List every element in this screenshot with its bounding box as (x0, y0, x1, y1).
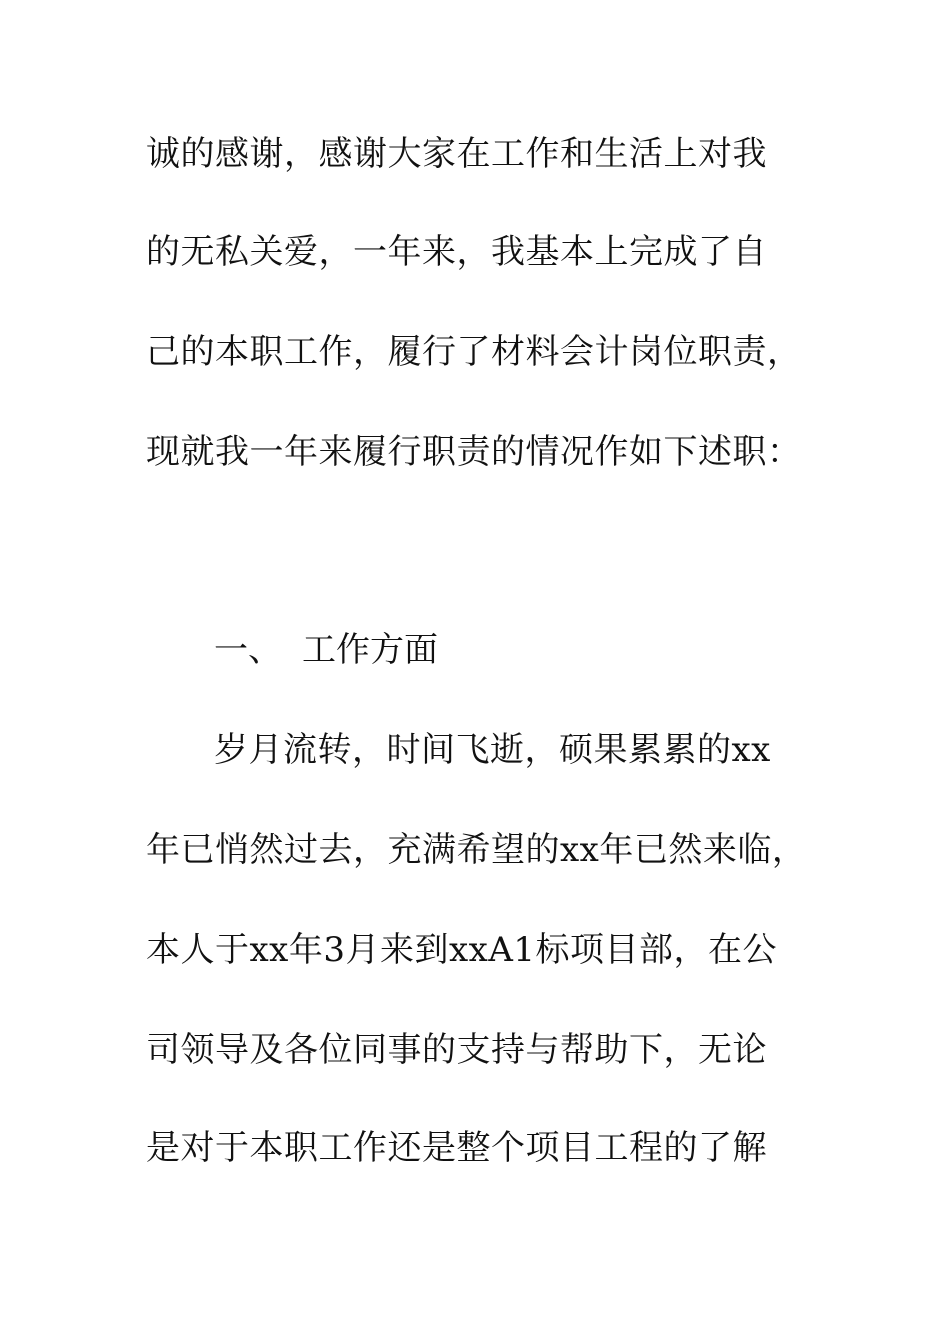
section-number: 一、 (214, 630, 282, 670)
text-line: 己的本职工作，履行了材料会计岗位职责， (146, 332, 802, 372)
text-line: 本人于xx年3月来到xxA1标项目部，在公 (146, 930, 778, 970)
text-line: 司领导及各位同事的支持与帮助下，无论 (146, 1030, 767, 1070)
section-title: 工作方面 (302, 630, 438, 670)
text-line: 岁月流转，时间飞逝，硕果累累的xx (214, 730, 771, 770)
text-line: 年已悄然过去，充满希望的xx年已然来临， (146, 830, 807, 870)
text-line: 是对于本职工作还是整个项目工程的了解 (146, 1128, 767, 1168)
text-line: 现就我一年来履行职责的情况作如下述职： (146, 432, 802, 472)
text-line: 诚的感谢，感谢大家在工作和生活上对我 (146, 134, 767, 174)
text-line: 的无私关爱，一年来，我基本上完成了自 (146, 232, 767, 272)
section-heading (214, 630, 438, 670)
